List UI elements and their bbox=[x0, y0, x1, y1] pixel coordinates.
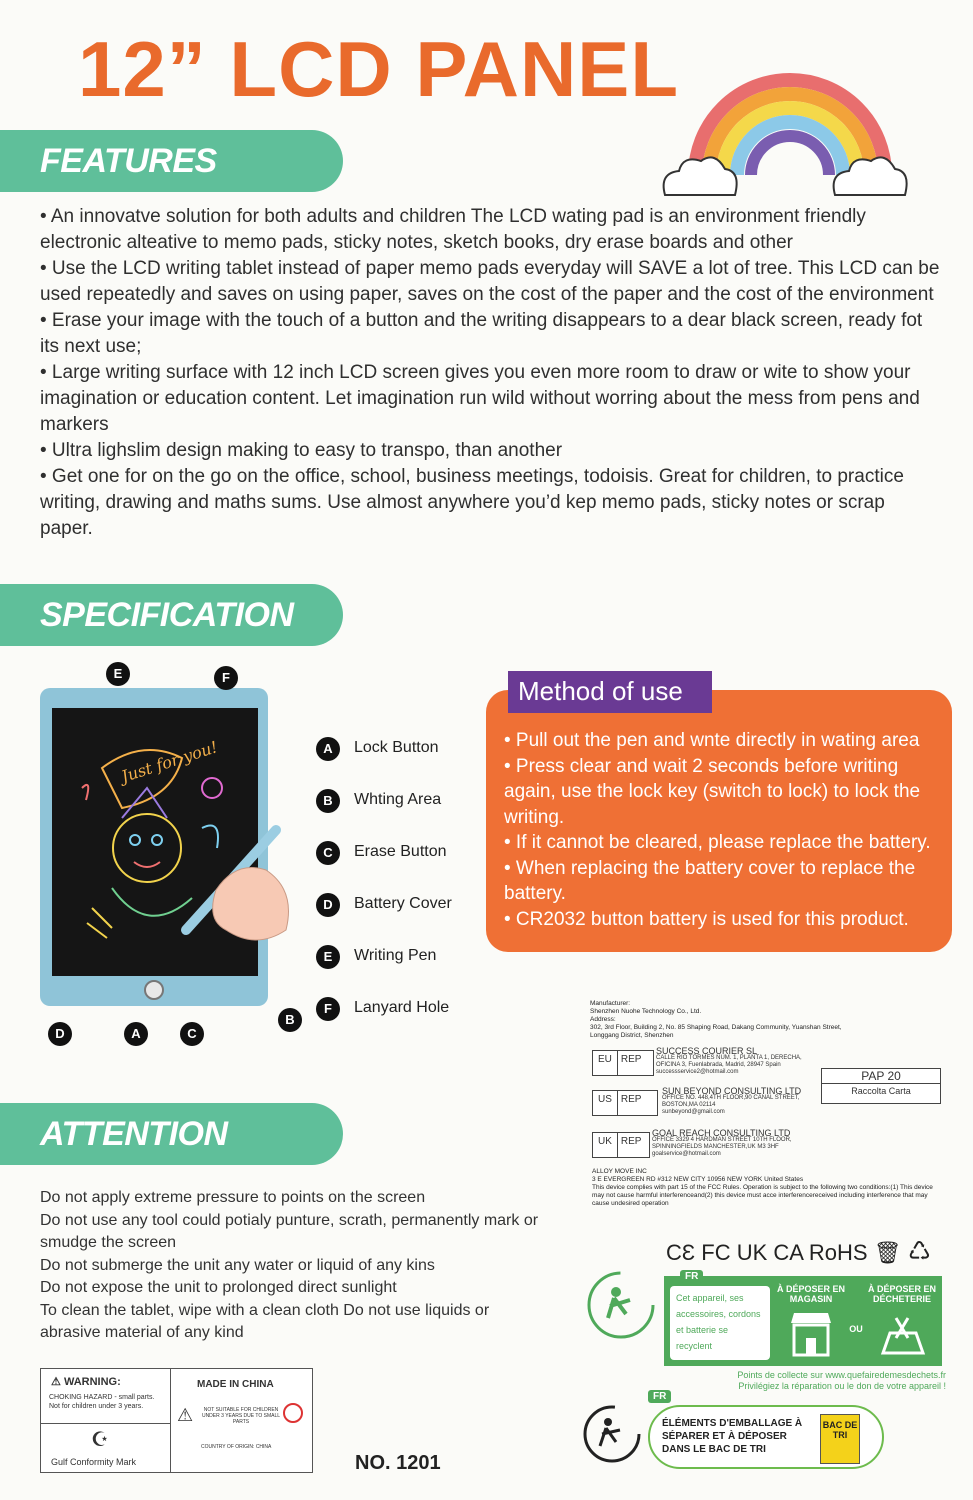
importer-info bbox=[592, 1168, 937, 1208]
recycle-circle-icon: ♺ bbox=[907, 1236, 932, 1266]
part-letter: B bbox=[316, 789, 340, 813]
part-letter: A bbox=[316, 737, 340, 761]
rep-address: OFFICE 3329 4 HARDMAN STREET 10TH FLOOR, SPINNINGFIELDS MANCHESTER,UK M3 3HF bbox=[652, 1137, 792, 1150]
rep-tag: REP bbox=[620, 1094, 642, 1105]
part-letter: E bbox=[316, 945, 340, 969]
not-suitable-text: NOT SUITABLE FOR CHILDREN UNDER 3 YEARS DUE TO SMALL PARTS bbox=[201, 1407, 281, 1425]
part-label: Lanyard Hole bbox=[354, 999, 450, 1016]
warning-title: WARNING: bbox=[63, 1376, 121, 1388]
recycling-text-panel bbox=[670, 1286, 770, 1360]
attention-item: Do not submerge the unit any water or liquid of any kins bbox=[40, 1256, 435, 1274]
part-letter: D bbox=[316, 893, 340, 917]
rep-tag: REP bbox=[620, 1054, 642, 1065]
feature-item: • Get one for on the go on the office, school, business meetings, todoisis. Great for children, to practice writing, drawing and maths sums. Use almost anywhere you’d kep memo pads, sticky notes or scrap paper. bbox=[40, 466, 904, 539]
importer-address: 3 E EVERGREEN RD #312 NEW CITY 10956 NEW YORK United States bbox=[592, 1176, 804, 1183]
rep-company: GOAL REACH CONSULTING LTD bbox=[652, 1128, 791, 1138]
model-number: NO. 1201 bbox=[355, 1452, 441, 1474]
features-list bbox=[40, 204, 940, 542]
features-banner bbox=[0, 130, 343, 192]
packaging-fr-tag: FR bbox=[648, 1390, 671, 1403]
gulf-conformity-text: Gulf Conformity Mark bbox=[51, 1457, 137, 1467]
rep-contact: sunbeyond@gmail.com bbox=[662, 1109, 725, 1115]
specification-banner bbox=[0, 584, 343, 646]
method-of-use-list bbox=[504, 728, 944, 932]
feature-item: • Use the LCD writing tablet instead of paper memo pads everyday will SAVE a lot of tree. This LCD can be used repeatedly and saves on using paper, saves on the cost of the paper and the cost of the environment bbox=[40, 258, 940, 305]
collection-points bbox=[690, 1370, 946, 1392]
method-item: • Pull out the pen and wnte directly in wating area bbox=[504, 730, 920, 751]
rep-address: OFFICE NO. 448,4TH FLOOR,90 CANAL STREET, BOSTON,MA 02114 bbox=[662, 1095, 800, 1108]
eu-rep bbox=[592, 1050, 654, 1076]
attention-item: To clean the tablet, wipe with a clean cloth Do not use liquids or abrasive material of any kind bbox=[40, 1301, 490, 1341]
eu-rep-details bbox=[656, 1048, 824, 1076]
feature-item: • An innovatve solution for both adults and children The LCD wating pad is an environment friendly electronic alteative to memo pads, sticky notes, sketch books, dry erase boards and other bbox=[40, 206, 866, 253]
rep-contact: goalservice@hotmail.com bbox=[652, 1151, 721, 1157]
decheterie-label: À DÉPOSER EN DÉCHETERIE bbox=[867, 1284, 936, 1304]
part-label: Lock Button bbox=[354, 739, 439, 756]
manufacturer-address-label: Address: bbox=[590, 1016, 616, 1023]
attention-banner bbox=[0, 1103, 343, 1165]
part-label: Writing Pen bbox=[354, 947, 437, 964]
attention-item: Do not expose the unit to prolonged direct sunlight bbox=[40, 1279, 397, 1296]
attention-list bbox=[40, 1187, 540, 1345]
rep-region: US bbox=[593, 1091, 618, 1115]
age-restriction-icon bbox=[283, 1403, 303, 1423]
feature-item: • Ultra lighslim design making to easy to transpo, than another bbox=[40, 440, 563, 461]
rep-contact: successservice2@hotmail.com bbox=[656, 1069, 739, 1075]
recycling-text: Cet appareil, ses accessoires, cordons et batterie se recyclent bbox=[676, 1293, 761, 1351]
ou-label: OU bbox=[849, 1324, 863, 1334]
part-letter: C bbox=[316, 841, 340, 865]
attention-item: Do not apply extreme pressure to points on the screen bbox=[40, 1189, 426, 1206]
hand-with-pen bbox=[156, 820, 296, 950]
warning-header bbox=[51, 1375, 121, 1388]
magasin-label: À DÉPOSER EN MAGASIN bbox=[776, 1284, 845, 1304]
importer-name: ALLOY MOVE INC bbox=[592, 1168, 647, 1175]
fr-tag: FR bbox=[680, 1270, 703, 1283]
part-label: Battery Cover bbox=[354, 895, 452, 912]
method-item: • Press clear and wait 2 seconds before writing again, use the lock key (switch to lock) to lock the writing. bbox=[504, 755, 921, 828]
rainbow-illustration bbox=[655, 55, 915, 205]
rep-company: SUCCESS COURIER SL bbox=[656, 1046, 758, 1056]
warning-box bbox=[40, 1368, 313, 1473]
method-of-use-title: Method of use bbox=[508, 671, 712, 713]
callout-c: C bbox=[180, 1022, 204, 1046]
us-rep-details bbox=[662, 1088, 822, 1116]
choking-hazard-text: CHOKING HAZARD - small parts. Not for children under 3 years. bbox=[49, 1394, 155, 1410]
manufacturer-name: Shenzhen Nuohe Technology Co., Ltd. bbox=[590, 1008, 702, 1015]
part-label: Whting Area bbox=[354, 791, 442, 808]
shop-icon bbox=[786, 1308, 836, 1358]
callout-f: F bbox=[214, 666, 238, 690]
sorting-bin-icon: BAC DE TRI bbox=[820, 1414, 860, 1464]
packaging-text: ÉLÉMENTS D'EMBALLAGE À SÉPARER ET À DÉPOSER DANS LE BAC DE TRI bbox=[662, 1418, 803, 1455]
feature-item: • Erase your image with the touch of a button and the writing disappears to a dear black screen, ready fot its next use; bbox=[40, 310, 923, 357]
rep-company: SUN BEYOND CONSULTING LTD bbox=[662, 1086, 802, 1096]
rep-region: UK bbox=[593, 1133, 618, 1157]
repair-text: Privilégiez la réparation ou le don de votre appareil ! bbox=[738, 1381, 946, 1391]
uk-rep bbox=[592, 1132, 650, 1158]
features-heading: FEATURES bbox=[40, 142, 217, 180]
attention-heading: ATTENTION bbox=[40, 1115, 228, 1153]
callout-d: D bbox=[48, 1022, 72, 1046]
cert-text: CƐ FC UK CA RoHS bbox=[666, 1240, 868, 1265]
rep-region: EU bbox=[593, 1051, 618, 1075]
made-in-china: MADE IN CHINA bbox=[197, 1379, 274, 1390]
pap-20-box bbox=[821, 1068, 941, 1104]
callout-e: E bbox=[106, 662, 130, 686]
gulf-mark-icon: ☪ bbox=[91, 1429, 109, 1451]
manufacturer-address: 302, 3rd Floor, Building 2, No. 85 Shaping Road, Dakang Community, Yuanshan Street, Longgang District, Shenzhen bbox=[590, 1024, 842, 1039]
us-rep bbox=[592, 1090, 658, 1116]
page-title: 12” LCD PANEL bbox=[78, 25, 679, 113]
pap-label: Raccolta Carta bbox=[851, 1086, 911, 1096]
uk-rep-details bbox=[652, 1130, 812, 1158]
tablet-illustration bbox=[36, 660, 295, 1060]
erase-button-graphic bbox=[144, 980, 164, 1000]
callout-b: B bbox=[278, 1008, 302, 1032]
method-item: • If it cannot be cleared, please replace the battery. bbox=[504, 832, 931, 853]
manufacturer-label: Manufacturer: bbox=[590, 1000, 631, 1007]
drawing-caption: Just for you! bbox=[118, 737, 221, 787]
warning-left-panel bbox=[41, 1369, 171, 1472]
dechetterie-icon bbox=[878, 1308, 928, 1358]
method-item: • When replacing the battery cover to replace the battery. bbox=[504, 857, 916, 904]
collection-points-text: Points de collecte sur www.quefairedemesdechets.fr bbox=[737, 1370, 946, 1380]
packaging-triman-icon bbox=[582, 1404, 642, 1464]
part-label: Erase Button bbox=[354, 843, 447, 860]
weee-bin-icon: 🗑 bbox=[873, 1240, 902, 1265]
triman-icon bbox=[586, 1270, 656, 1340]
warning-triangle-icon: ⚠ bbox=[51, 1376, 61, 1388]
attention-item: Do not use any tool could potialy punture, scrath, permanently mark or smudge the screen bbox=[40, 1211, 539, 1251]
part-letter: F bbox=[316, 997, 340, 1021]
rep-tag: REP bbox=[620, 1136, 642, 1147]
certification-marks bbox=[666, 1236, 931, 1267]
rep-address: CALLE RIO TORMES NUM. 1, PLANTA 1, DERECHA, OFICINA 3, Fuenlabrada, Madrid, 28947 Spain bbox=[656, 1055, 802, 1068]
method-item: • CR2032 button battery is used for this product. bbox=[504, 908, 909, 930]
feature-item: • Large writing surface with 12 inch LCD screen gives you even more room to draw or wite to show your imagination or education content. Let imagination run wild without worring about the mess from pens and markers bbox=[40, 362, 920, 435]
pap-code: PAP 20 bbox=[822, 1069, 940, 1084]
specification-heading: SPECIFICATION bbox=[40, 596, 294, 634]
fcc-statement: This device complies with part 15 of the FCC Rules. Operation is subject to the following two conditions:(1) This device may not cause harmful interferenceand(2) this device must acce interferencereceived including interference that may cause undesired operation bbox=[592, 1184, 933, 1207]
recycling-info-box bbox=[664, 1276, 942, 1366]
caution-triangle-icon: ⚠ bbox=[177, 1405, 194, 1425]
manufacturer-info bbox=[590, 1000, 950, 1040]
divider bbox=[41, 1423, 171, 1424]
callout-a: A bbox=[124, 1022, 148, 1046]
country-of-origin: COUNTRY OF ORIGIN: CHINA bbox=[201, 1444, 272, 1450]
